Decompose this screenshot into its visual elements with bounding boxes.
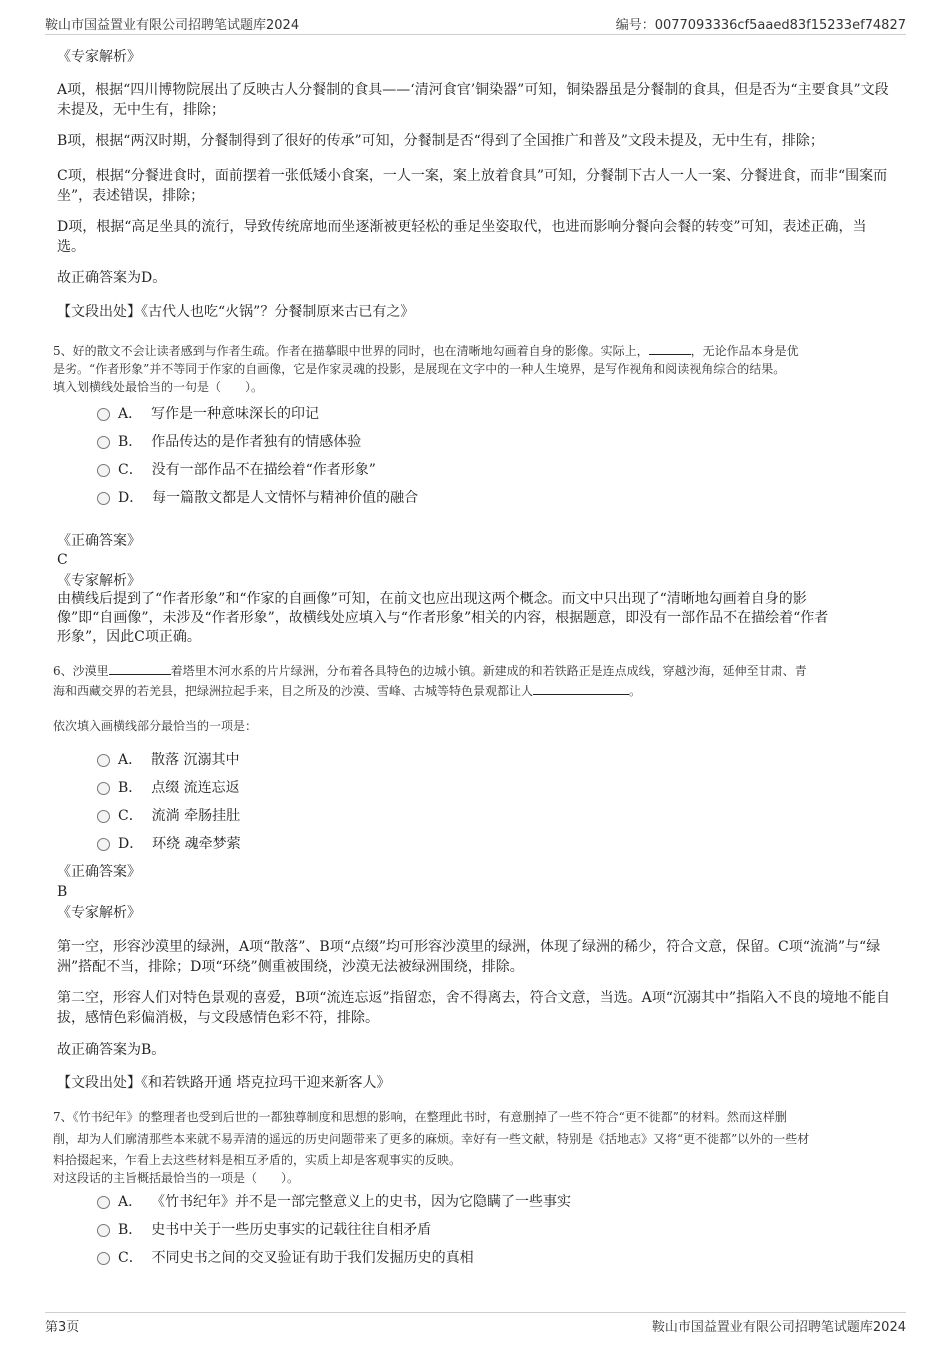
option-a[interactable] <box>97 1192 571 1212</box>
radio-icon[interactable] <box>97 464 110 477</box>
question-6-prompt: 依次填入画横线部分最恰当的一项是： <box>53 719 258 733</box>
option-d[interactable] <box>97 834 241 854</box>
option-letter: C． <box>118 808 143 824</box>
question-5-stem <box>53 342 898 360</box>
option-text: 《竹书纪年》并不是一部完整意义上的史书，因为它隐瞒了一些事实 <box>151 1194 572 1210</box>
page-header <box>45 14 906 35</box>
radio-icon[interactable] <box>97 1224 110 1237</box>
fill-blank <box>533 682 629 695</box>
expert-analysis-label: 《专家解析》 <box>57 49 141 65</box>
option-b[interactable] <box>97 778 240 798</box>
option-b[interactable] <box>97 432 361 452</box>
question-5-stem-line2: 是劣。“作者形象”并不等同于作家的自画像，它是作家灵魂的投影，是展现在文字中的一种人生境界，是写作视角和阅读视角综合的结果。 <box>53 362 786 376</box>
option-a[interactable] <box>97 750 239 770</box>
analysis-option-d: D项，根据“高足坐具的流行，导致传统席地而坐逐渐被更轻松的垂足坐姿取代，也进而影响分餐向会餐的转变”可知，表述正确，当选。 <box>57 219 867 255</box>
question-6-stem-line2 <box>53 682 898 700</box>
analysis-line: 形象”，因此C项正确。 <box>57 629 201 645</box>
correct-answer: C <box>57 552 68 568</box>
source-citation: 【文段出处】《和若铁路开通 塔克拉玛干迎来新客人》 <box>57 1075 391 1091</box>
option-letter: A． <box>118 752 143 768</box>
analysis-paragraph: 第一空，形容沙漠里的绿洲，A项“散落”、B项“点缀”均可形容沙漠里的绿洲，体现了绿洲的稀少，符合文意，保留。C项“流淌”与“绿洲”搭配不当，排除；D项“环绕”侧重被围绕，沙漠无法被绿洲围绕，排除。 <box>57 939 881 975</box>
source-citation: 【文段出处】《古代人也吃“火锅”？分餐制原来古已有之》 <box>57 304 415 320</box>
question-7-stem: 7、《竹书纪年》的整理者也受到后世的一都独尊制度和思想的影响，在整理此书时，有意删掉了一些不符合“更不徙都”的材料。然而这样删 <box>53 1110 787 1124</box>
analysis-line: 像”即“自画像”，未涉及“作者形象”，故横线处应填入与“作者形象”相关的内容，根据题意，即没有一部作品不在描绘着“作者 <box>57 610 829 626</box>
stem-text: 6、沙漠里 <box>53 664 109 678</box>
question-7-prompt: 对这段话的主旨概括最恰当的一项是（ ）。 <box>53 1171 300 1185</box>
footer-title: 鞍山市国益置业有限公司招聘笔试题库2024 <box>651 1320 906 1335</box>
correct-answer-label: 《正确答案》 <box>57 533 141 549</box>
radio-icon[interactable] <box>97 1252 110 1265</box>
question-7-stem-line3: 料拾掇起来，乍看上去这些材料是相互矛盾的，实质上却是客观事实的反映。 <box>53 1153 462 1167</box>
question-6-stem <box>53 662 898 680</box>
option-c[interactable] <box>97 460 376 480</box>
answer-conclusion: 故正确答案为D。 <box>57 270 167 286</box>
radio-icon[interactable] <box>97 782 110 795</box>
analysis-option-a: A项，根据“四川博物院展出了反映古人分餐制的食具——‘清河食官’铜染器”可知，铜染器虽是分餐制的食具，但是否为“主要食具”文段未提及，无中生有，排除； <box>57 82 889 118</box>
radio-icon[interactable] <box>97 754 110 767</box>
option-text: 环绕 魂牵梦萦 <box>152 836 241 852</box>
analysis-line: 由横线后提到了“作者形象”和“作家的自画像”可知，在前文也应出现这两个概念。而文中只出现了“清晰地勾画着自身的影 <box>57 591 807 607</box>
header-title: 鞍山市国益置业有限公司招聘笔试题库2024 <box>45 18 300 33</box>
option-text: 流淌 牵肠挂肚 <box>151 808 241 824</box>
question-5-prompt: 填入划横线处最恰当的一句是（ ）。 <box>53 380 264 394</box>
option-letter: C． <box>118 1250 143 1266</box>
option-letter: B． <box>118 1222 143 1238</box>
option-text: 散落 沉溺其中 <box>151 752 240 768</box>
option-letter: C． <box>118 462 143 478</box>
stem-text: 。 <box>629 684 642 698</box>
radio-icon[interactable] <box>97 408 110 421</box>
stem-text: 海和西藏交界的若羌县，把绿洲拉起手来，目之所及的沙漠、雪峰、古城等特色景观都让人 <box>53 684 534 698</box>
radio-icon[interactable] <box>97 1196 110 1209</box>
option-letter: B． <box>118 434 143 450</box>
option-d[interactable] <box>97 488 418 508</box>
page-number: 第3页 <box>45 1320 80 1335</box>
option-text: 作品传达的是作者独有的情感体验 <box>151 434 362 450</box>
radio-icon[interactable] <box>97 810 110 823</box>
question-7-stem-line2: 削，却为人们廓清那些本来就不易弄清的遥远的历史问题带来了更多的麻烦。幸好有一些文献，特别是《括地志》又将“更不徙都”以外的一些材 <box>53 1132 810 1146</box>
radio-icon[interactable] <box>97 492 110 505</box>
option-text: 史书中关于一些历史事实的记载往往自相矛盾 <box>151 1222 432 1238</box>
option-c[interactable] <box>97 806 240 826</box>
option-letter: A． <box>118 406 143 422</box>
option-b[interactable] <box>97 1220 431 1240</box>
analysis-option-c: C项，根据“分餐进食时，面前摆着一张低矮小食案，一人一案，案上放着食具”可知，分餐制下古人一人一案、分餐进食，而非“围案而坐”，表述错误，排除； <box>57 168 888 204</box>
expert-analysis-label: 《专家解析》 <box>57 905 141 921</box>
option-text: 点缀 流连忘返 <box>151 780 240 796</box>
option-text: 不同史书之间的交叉验证有助于我们发掘历史的真相 <box>151 1250 474 1266</box>
option-text: 没有一部作品不在描绘着“作者形象” <box>151 462 376 478</box>
fill-blank <box>109 662 171 675</box>
answer-conclusion: 故正确答案为B。 <box>57 1042 166 1058</box>
fill-blank <box>649 342 691 355</box>
stem-text: 5、好的散文不会让读者感到与作者生疏。作者在描摹眼中世界的同时，也在清晰地勾画着自身的影像。实际上， <box>53 344 649 358</box>
expert-analysis-label: 《专家解析》 <box>57 573 141 589</box>
analysis-option-b: B项，根据“两汉时期，分餐制得到了很好的传承”可知，分餐制是否“得到了全国推广和普及”文段未提及，无中生有，排除； <box>57 133 824 149</box>
option-letter: A． <box>118 1194 143 1210</box>
stem-text: ，无论作品本身是优 <box>690 344 799 358</box>
option-c[interactable] <box>97 1248 474 1268</box>
option-text: 写作是一种意味深长的印记 <box>151 406 320 422</box>
option-text: 每一篇散文都是人文情怀与精神价值的融合 <box>152 490 419 506</box>
option-letter: D． <box>118 836 144 852</box>
option-a[interactable] <box>97 404 319 424</box>
correct-answer-label: 《正确答案》 <box>57 864 141 880</box>
correct-answer: B <box>57 884 68 900</box>
option-letter: D． <box>118 490 144 506</box>
option-letter: B． <box>118 780 143 796</box>
radio-icon[interactable] <box>97 436 110 449</box>
document-id: 编号：0077093336cf5aaed83f15233ef74827 <box>615 18 906 33</box>
page-footer <box>45 1312 906 1335</box>
analysis-paragraph: 第二空，形容人们对特色景观的喜爱，B项“流连忘返”指留恋，舍不得离去，符合文意，当选。A项“沉溺其中”指陷入不良的境地不能自拔，感情色彩偏消极，与文段感情色彩不符，排除。 <box>57 990 891 1026</box>
radio-icon[interactable] <box>97 838 110 851</box>
stem-text: 着塔里木河水系的片片绿洲，分布着各具特色的边城小镇。新建成的和若铁路正是连点成线，穿越沙海，延伸至甘肃、青 <box>170 664 807 678</box>
